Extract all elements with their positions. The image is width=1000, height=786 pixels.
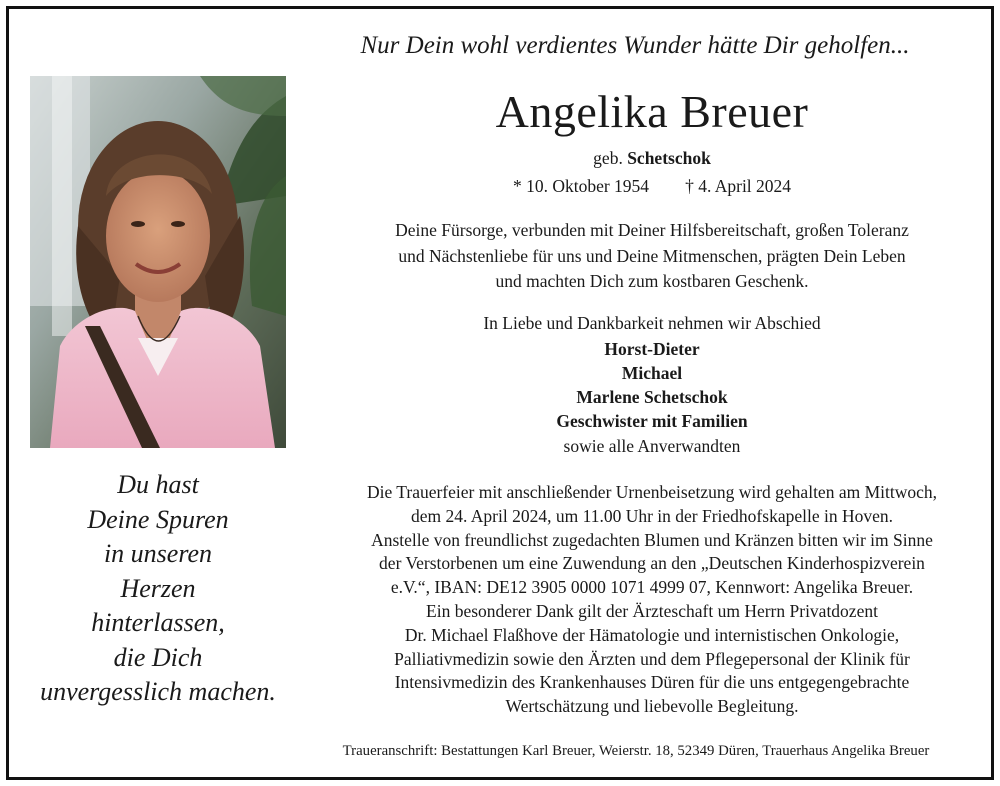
- service-line: Ein besonderer Dank gilt der Ärzteschaft um Herrn Privatdozent: [426, 600, 878, 621]
- birth-name: [316, 146, 988, 170]
- service-information: [316, 481, 988, 719]
- mourners-list: [316, 337, 988, 433]
- poem-line: unvergesslich machen.: [40, 677, 276, 706]
- portrait-photo: [30, 76, 286, 448]
- relatives-line: sowie alle Anverwandten: [563, 436, 741, 456]
- mourner-name: Michael: [621, 363, 683, 383]
- tribute-line: und machten Dich zum kostbaren Geschenk.: [495, 271, 809, 291]
- farewell-line: In Liebe und Dankbarkeit nehmen wir Abschied: [483, 313, 821, 333]
- service-line: der Verstorbenen um eine Zuwendung an den „Deutschen Kinderhospizverein: [379, 553, 925, 574]
- mourning-address: Traueranschrift: Bestattungen Karl Breuer, Weierstr. 18, 52349 Düren, Trauerhaus Angelika Breuer: [342, 743, 930, 759]
- poem-line: die Dich: [113, 642, 203, 672]
- mourner-name: Marlene Schetschok: [576, 387, 728, 407]
- service-line: dem 24. April 2024, um 11.00 Uhr in der Friedhofskapelle in Hoven.: [411, 505, 893, 526]
- service-line: Dr. Michael Flaßhove der Hämatologie und internistischen Onkologie,: [404, 624, 900, 645]
- deceased-name: Angelika Breuer: [495, 86, 809, 137]
- service-line: e.V.“, IBAN: DE12 3905 0000 1071 4999 07, Kennwort: Angelika Breuer.: [390, 577, 914, 598]
- birth-date: * 10. Oktober 1954: [512, 176, 650, 196]
- poem: [30, 468, 286, 710]
- poem-line: Deine Spuren: [87, 504, 229, 534]
- death-date: † 4. April 2024: [685, 176, 792, 196]
- service-line: Intensivmedizin des Krankenhauses Düren für die uns entgegengebrachte: [394, 672, 910, 693]
- service-line: Anstelle von freundlichst zugedachten Blumen und Kränzen bitten wir im Sinne: [371, 529, 933, 550]
- tribute-text: [316, 218, 988, 295]
- mourner-name: Horst-Dieter: [604, 339, 700, 359]
- birth-name-prefix: geb.: [593, 148, 623, 168]
- tribute-line: Deine Fürsorge, verbunden mit Deiner Hilfsbereitschaft, großen Toleranz: [395, 220, 909, 240]
- life-dates: [316, 174, 988, 198]
- poem-line: in unseren: [103, 539, 213, 568]
- poem-line: Herzen: [120, 573, 196, 603]
- birth-name-value: Schetschok: [627, 148, 711, 168]
- service-line: Die Trauerfeier mit anschließender Urnenbeisetzung wird gehalten am Mittwoch,: [366, 482, 938, 502]
- service-line: Wertschätzung und liebevolle Begleitung.: [505, 696, 799, 717]
- service-line: Palliativmedizin sowie den Ärzten und dem Pflegepersonal der Klinik für: [394, 648, 910, 669]
- motto-heading: Nur Dein wohl verdientes Wunder hätte Dir geholfen...: [360, 32, 910, 59]
- poem-line: hinterlassen,: [91, 608, 225, 637]
- poem-line: Du hast: [117, 470, 199, 499]
- mourner-name: Geschwister mit Familien: [556, 411, 748, 431]
- tribute-line: und Nächstenliebe für uns und Deine Mitmenschen, prägten Dein Leben: [398, 245, 906, 266]
